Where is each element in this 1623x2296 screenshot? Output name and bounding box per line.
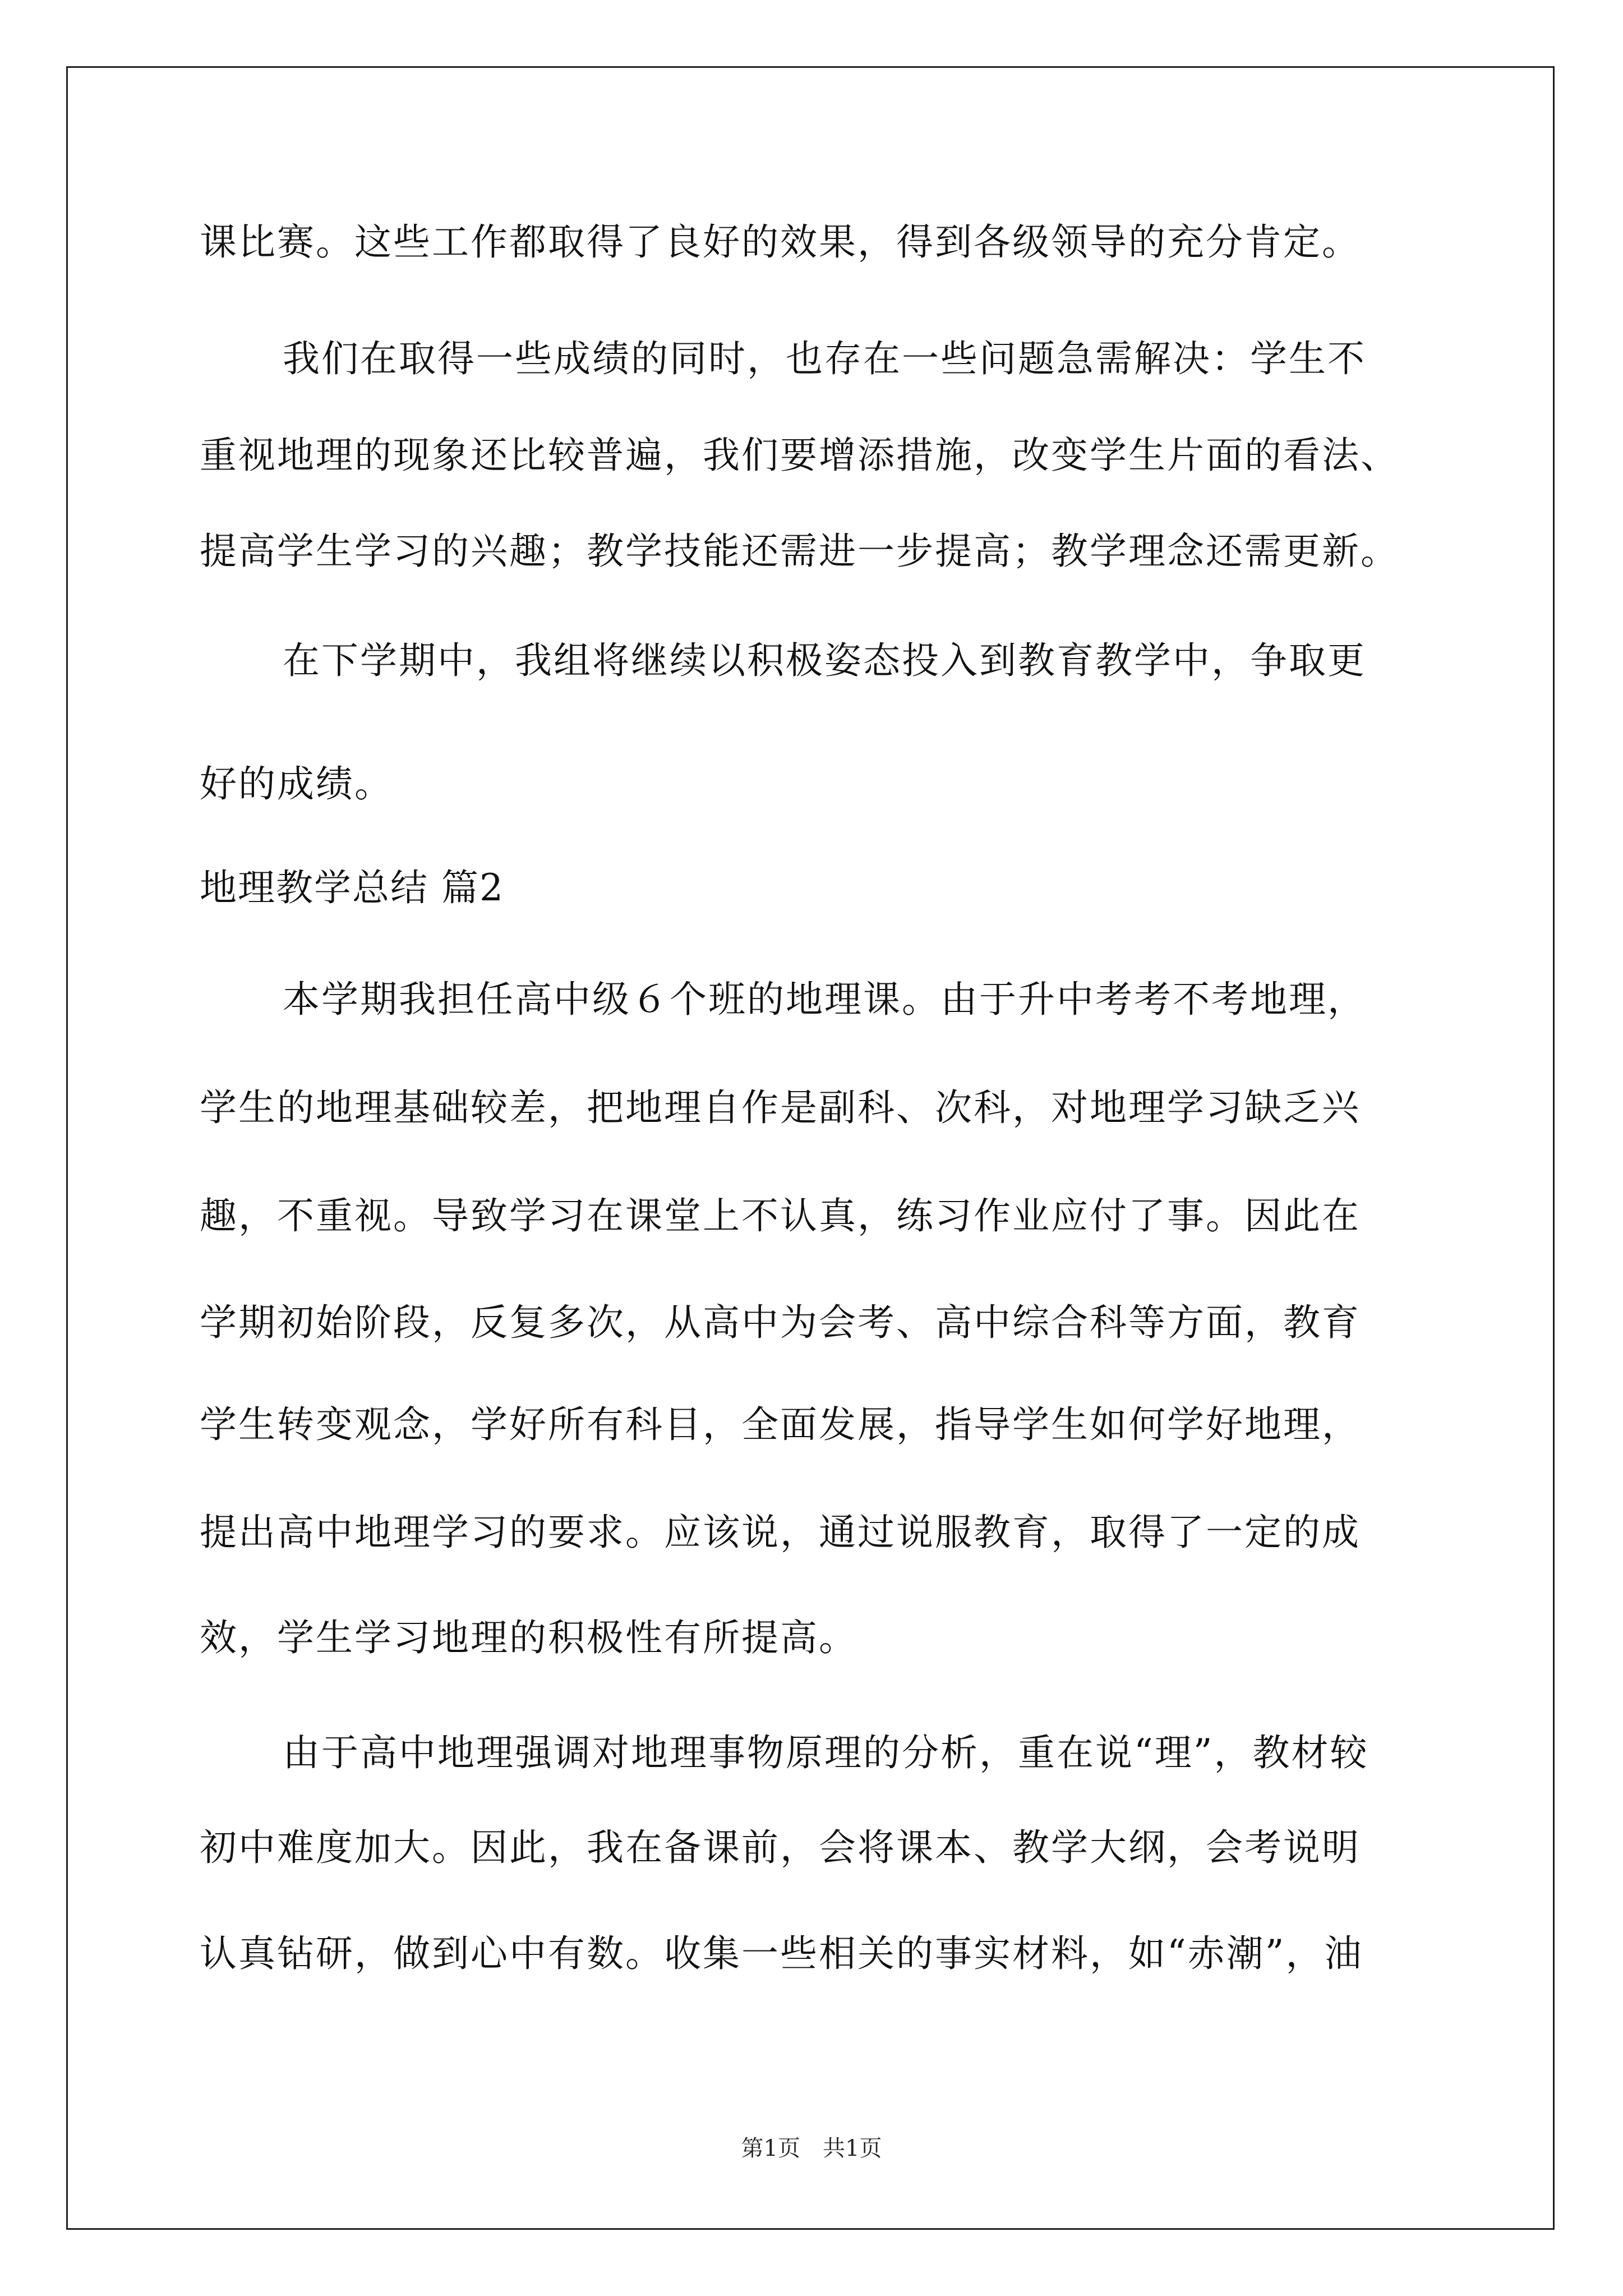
paragraph-line: 提高学生学习的兴趣；教学技能还需进一步提高；教学理念还需更新。 bbox=[200, 530, 1399, 573]
paragraph-line: 由于高中地理强调对地理事物原理的分析，重在说“理”，教材较 bbox=[283, 1731, 1369, 1774]
page-border bbox=[66, 66, 1555, 2230]
paragraph-line: 学生的地理基础较差，把地理自作是副科、次科，对地理学习缺乏兴 bbox=[200, 1086, 1361, 1129]
paragraph-line: 效，学生学习地理的积极性有所提高。 bbox=[200, 1616, 857, 1659]
paragraph-line: 好的成绩。 bbox=[200, 762, 393, 806]
paragraph-line: 认真钻研，做到心中有数。收集一些相关的事实材料，如“赤潮”，油 bbox=[200, 1932, 1363, 1975]
paragraph-line: 重视地理的现象还比较普遍，我们要增添措施，改变学生片面的看法、 bbox=[200, 434, 1399, 477]
page-number: 第1页 共1页 bbox=[741, 2136, 882, 2161]
paragraph-line: 提出高中地理学习的要求。应该说，通过说服教育，取得了一定的成 bbox=[200, 1511, 1361, 1554]
paragraph-line: 趣，不重视。导致学习在课堂上不认真，练习作业应付了事。因此在 bbox=[200, 1194, 1361, 1237]
section-heading: 地理教学总结 篇2 bbox=[200, 866, 504, 909]
paragraph-line: 课比赛。这些工作都取得了良好的效果，得到各级领导的充分肯定。 bbox=[200, 220, 1361, 264]
paragraph-line: 本学期我担任高中级６个班的地理课。由于升中考考不考地理， bbox=[283, 978, 1366, 1021]
paragraph-line: 我们在取得一些成绩的同时，也存在一些问题急需解决：学生不 bbox=[283, 337, 1366, 380]
paragraph-line: 学生转变观念，学好所有科目，全面发展，指导学生如何学好地理， bbox=[200, 1403, 1361, 1446]
paragraph-line: 学期初始阶段，反复多次，从高中为会考、高中综合科等方面，教育 bbox=[200, 1301, 1361, 1344]
paragraph-line: 在下学期中，我组将继续以积极姿态投入到教育教学中，争取更 bbox=[283, 639, 1366, 682]
paragraph-line: 初中难度加大。因此，我在备课前，会将课本、教学大纲，会考说明 bbox=[200, 1826, 1361, 1869]
